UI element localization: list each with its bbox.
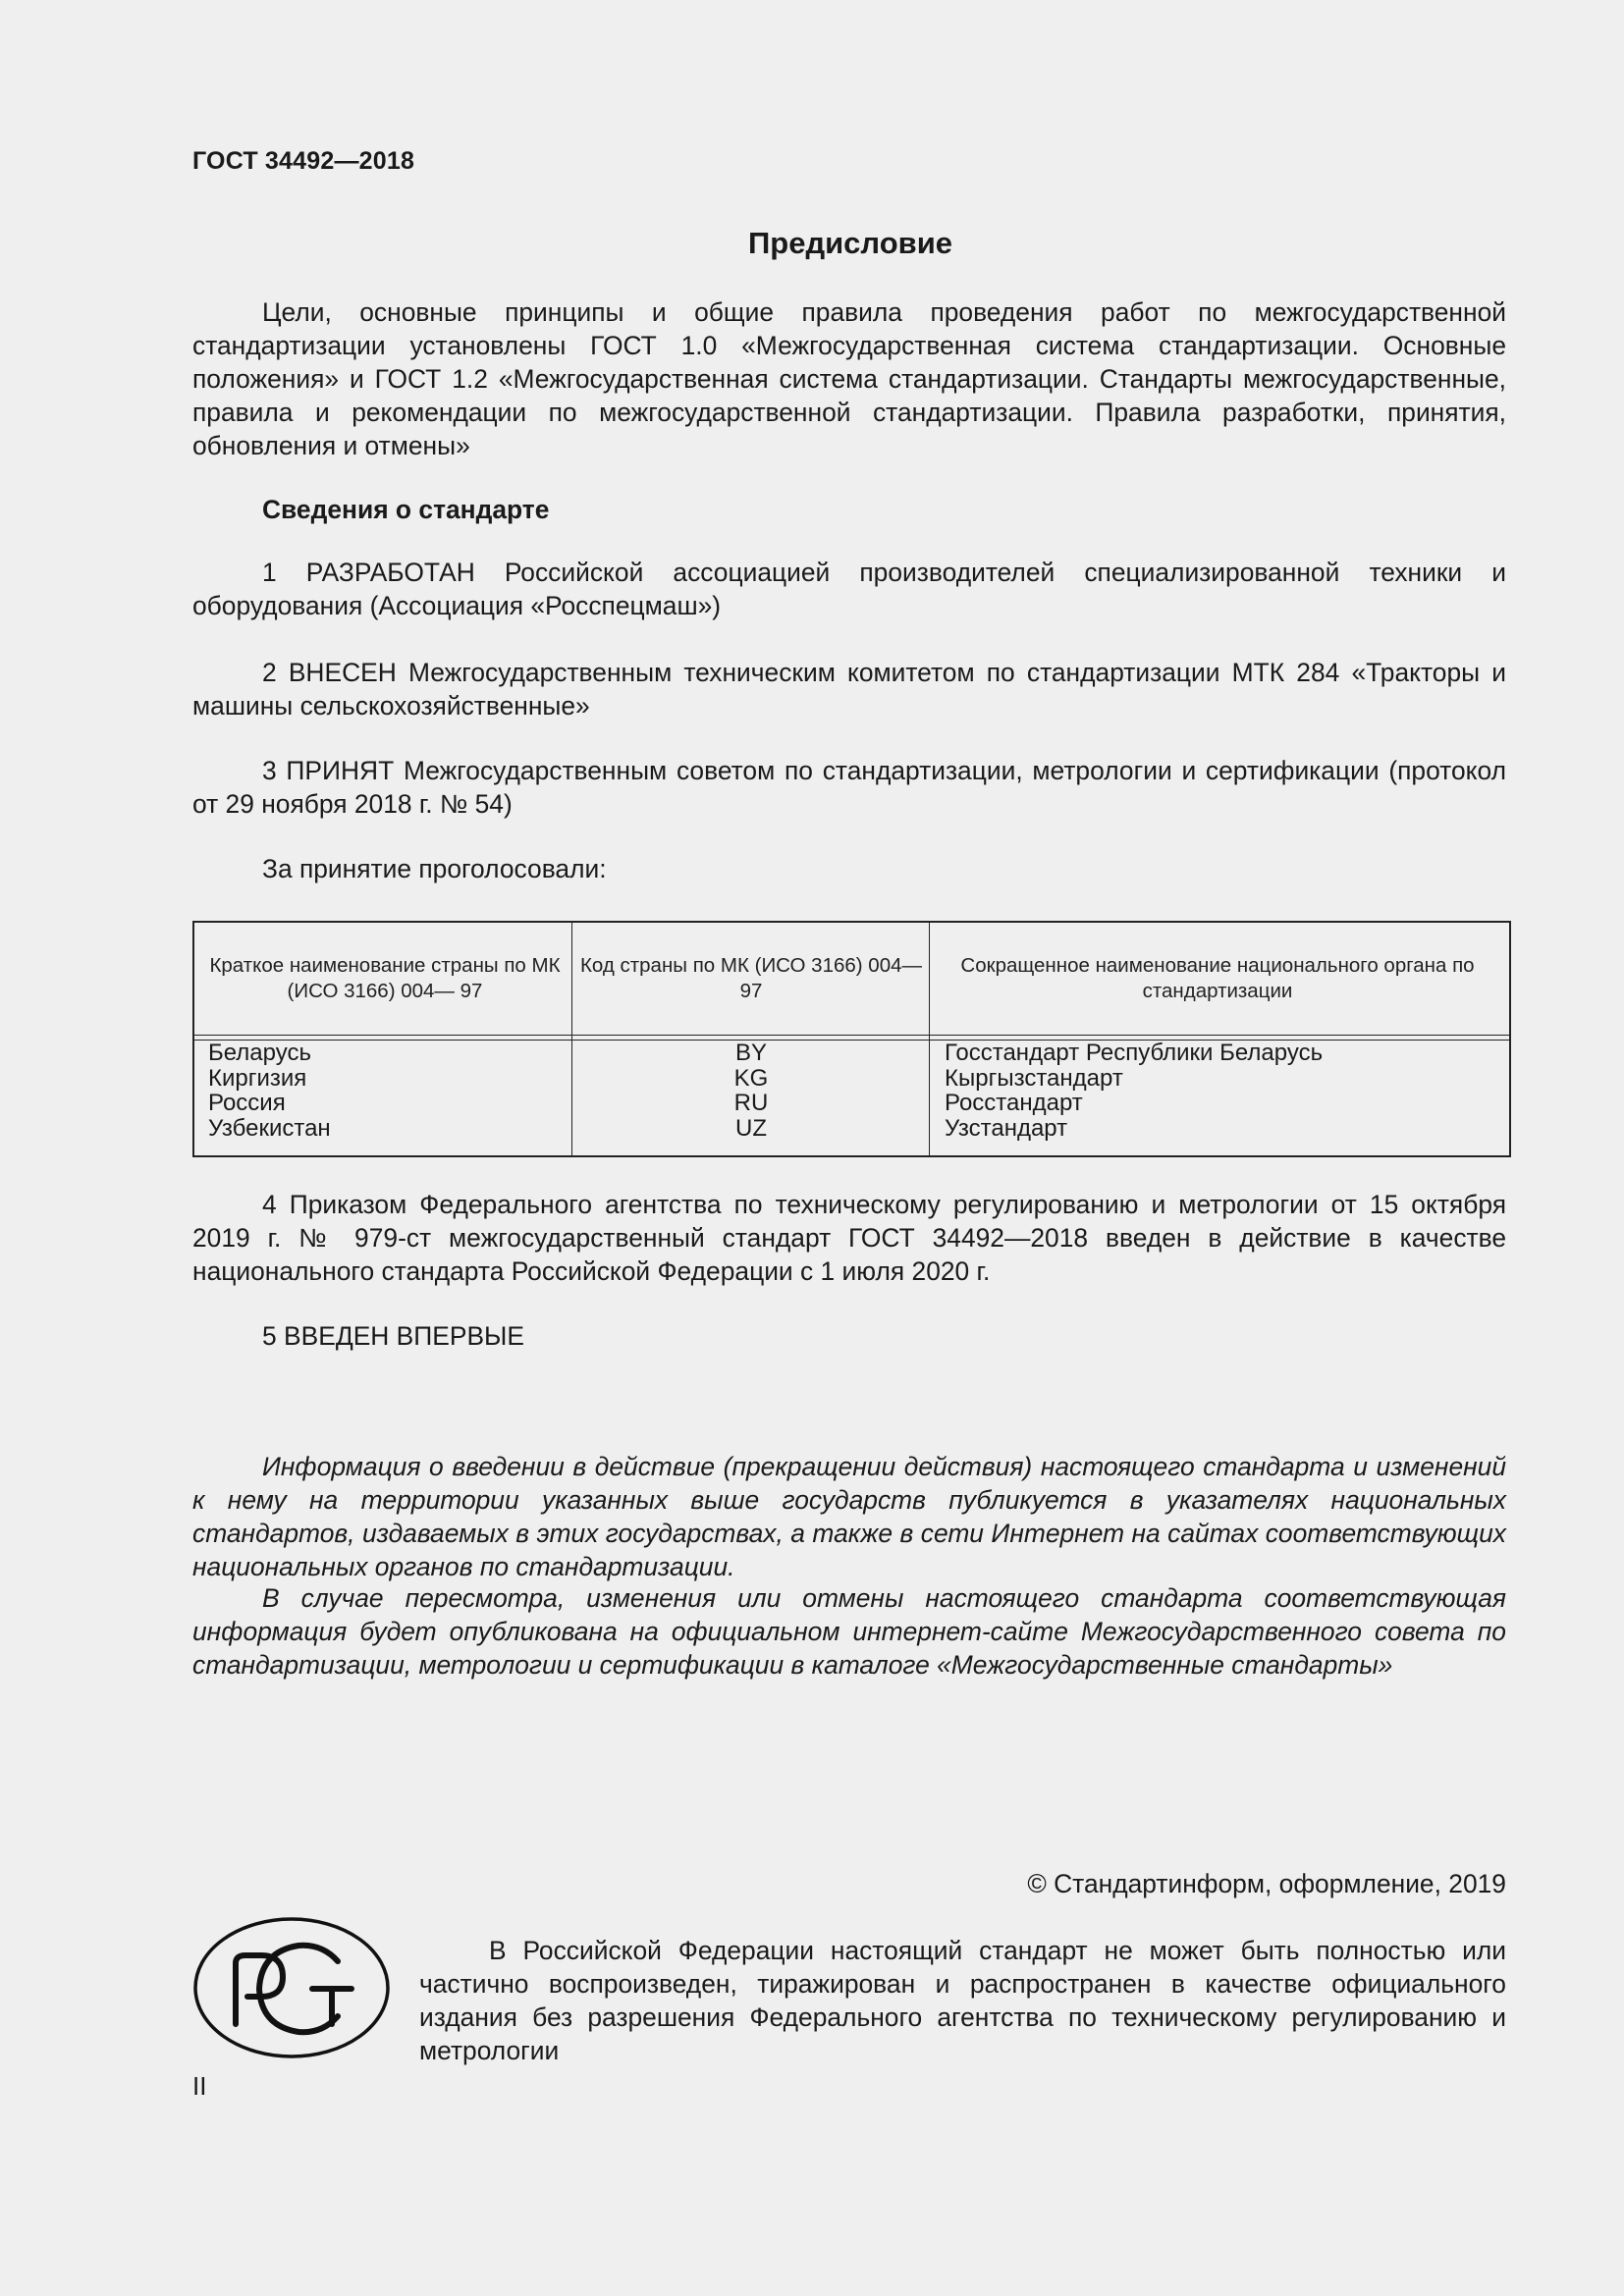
intro-paragraph: Цели, основные принципы и общие правила проведения работ по межгосударственной стандартизации установлены ГОСТ 1.0 «Межгосударственная система стандартизации. Основные положения» и ГОСТ 1.2 «Межгосударственная система стандартизации. Стандарты межгосударственные, правила и рекомендации по межгосударственной стандартизации. Правила разработки, принятия, обновления и отмены» bbox=[192, 297, 1506, 460]
rst-logo-icon bbox=[192, 1916, 391, 2059]
table-cell-code: UZ bbox=[735, 1114, 767, 1142]
table-cell-body: Росстандарт bbox=[945, 1090, 1083, 1116]
table-cell-code: BY bbox=[734, 1040, 767, 1066]
table-col-divider bbox=[571, 923, 572, 1155]
note-revision: В случае пересмотра, изменения или отмены настоящего стандарта соответствующая информация будет опубликована на официальном интернет-сайте Межгосударственного совета по стандартизации, метрологии и сертификации в каталоге «Межгосударственные стандарты» bbox=[192, 1583, 1506, 1680]
table-cell-code: KG bbox=[733, 1064, 769, 1092]
table-header-country: Краткое наименование страны по МК (ИСО 3166) 004— 97 bbox=[209, 954, 561, 1002]
item-order: 4 Приказом Федерального агентства по техническому регулированию и метрологии от 15 октября 2019 г. № 979-ст межгосударственный стандарт ГОСТ 34492—2018 введен в действие в качестве национального стандарта Российской Федерации с 1 июля 2020 г. bbox=[192, 1190, 1506, 1286]
copyright-notice: В Российской Федерации настоящий стандарт не может быть полностью или частично воспроизведен, тиражирован и распространен в качестве официального издания без разрешения Федерального агентства по техническому регулированию и метрологии bbox=[419, 1936, 1506, 2065]
table-cell-country: Киргизия bbox=[208, 1064, 307, 1092]
table-header-code: Код страны по МК (ИСО 3166) 004— 97 bbox=[579, 954, 923, 1002]
page-title: Предисловие bbox=[747, 226, 952, 260]
table-cell-body: Госстандарт Республики Беларусь bbox=[945, 1040, 1324, 1066]
item-developed: 1 РАЗРАБОТАН Российской ассоциацией производителей специализированной техники и оборудования (Ассоциация «Росспецмаш») bbox=[192, 558, 1506, 620]
table-col-code bbox=[573, 1041, 929, 1141]
item-first-time: 5 ВВЕДЕН ВПЕРВЫЕ bbox=[262, 1321, 525, 1351]
voted-label: За принятие проголосовали: bbox=[262, 854, 607, 883]
table-cell-body: Кыргызстандарт bbox=[945, 1064, 1123, 1092]
table-cell-country: Россия bbox=[208, 1090, 286, 1116]
table-col-country bbox=[208, 1041, 562, 1141]
info-heading: Сведения о стандарте bbox=[262, 495, 550, 524]
table-col-body bbox=[945, 1041, 1494, 1141]
table-cell-code: RU bbox=[733, 1090, 769, 1116]
doc-number: ГОСТ 34492—2018 bbox=[192, 147, 415, 175]
table-cell-country: Беларусь bbox=[208, 1040, 311, 1066]
voting-table bbox=[192, 921, 1511, 1157]
copyright-line: © Стандартинформ, оформление, 2019 bbox=[1027, 1869, 1506, 1898]
table-header-body: Сокращенное наименование национального органа по стандартизации bbox=[960, 954, 1475, 1002]
page-number: II bbox=[192, 2071, 207, 2101]
rst-logo bbox=[192, 1916, 391, 2059]
table-cell-country: Узбекистан bbox=[208, 1114, 331, 1142]
table-col-divider bbox=[929, 923, 930, 1155]
note-info: Информация о введении в действие (прекращении действия) настоящего стандарта и изменений к нему на территории указанных выше государств публикуется в указателях национальных стандартов, издаваемых в этих государствах, а также в сети Интернет на сайтах соответствующих национальных органов по стандартизации. bbox=[192, 1452, 1506, 1581]
item-adopted: 3 ПРИНЯТ Межгосударственным советом по стандартизации, метрологии и сертификации (протокол от 29 ноября 2018 г. № 54) bbox=[192, 756, 1506, 819]
item-introduced: 2 ВНЕСЕН Межгосударственным техническим комитетом по стандартизации МТК 284 «Тракторы и машины сельскохозяйственные» bbox=[192, 658, 1506, 721]
table-cell-body: Узстандарт bbox=[945, 1114, 1068, 1142]
